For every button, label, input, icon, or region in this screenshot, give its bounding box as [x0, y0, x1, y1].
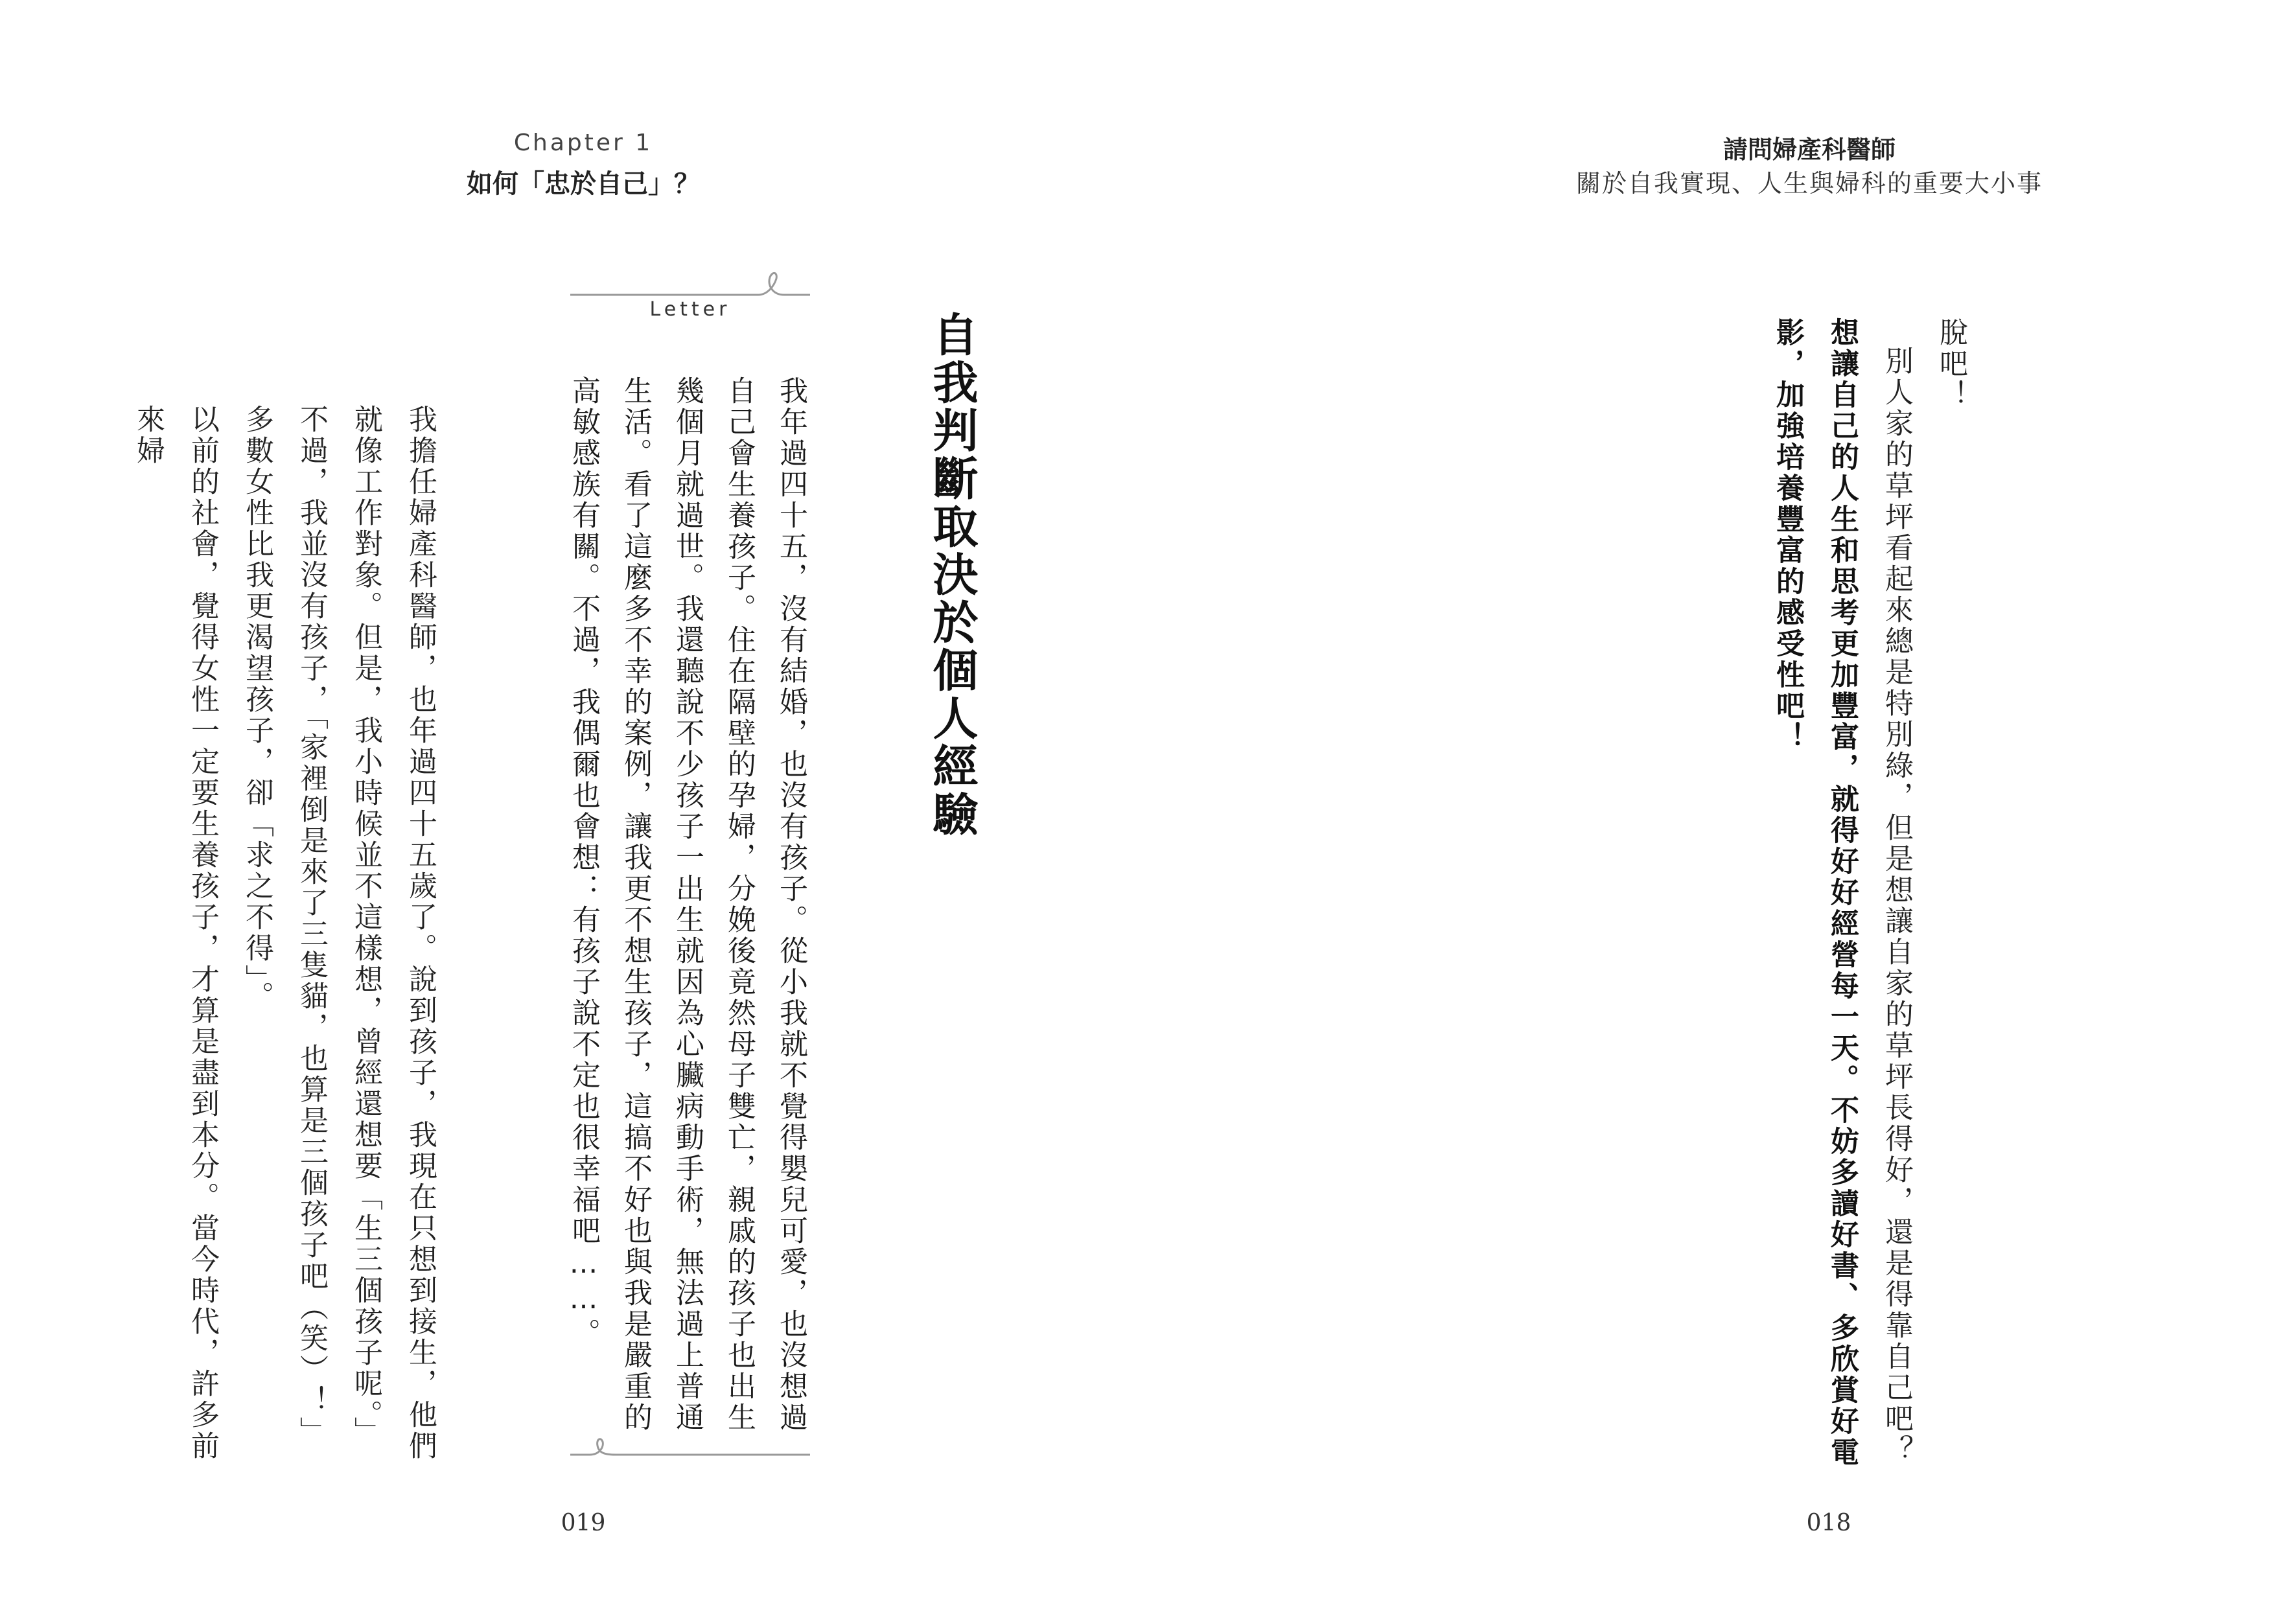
- right-page: [1148, 0, 2296, 1607]
- body-bold-paragraph: 想讓自己的人生和思考更加豐富，就得好好經營每一天。不妨多讀好書、多欣賞好電影，加強培養豐富的感受性吧！: [1771, 318, 1859, 1468]
- body-paragraph: 我擔任婦產科醫師，也年過四十五歲了。說到孩子，我現在只想到接生，他們就像工作對象。但是，我小時候並不這樣想，曾經還想要「生三個孩子呢。」不過，我並沒有孩子，「家裡倒是來了三隻貓，也算是三個孩子吧（笑）！」多數女性比我更渴望孩子，卻「求之不得」。: [240, 404, 437, 1462]
- running-header-book-title: 請問婦產科醫師: [1722, 135, 1896, 164]
- page-number: 019: [561, 1510, 606, 1536]
- running-header-chapter: Chapter 1: [513, 130, 653, 156]
- letter-paragraph: 我年過四十五，沒有結婚，也沒有孩子。從小我就不覺得嬰兒可愛，也沒想過自己會生養孩子。住在隔壁的孕婦，分娩後竟然母子雙亡，親戚的孩子也出生幾個月就過世。我還聽說不少孩子一出生就因為心臟病動手術，無法過上普通生活。看了這麼多不幸的案例，讓我更不想生孩子，這搞不好也與我是嚴重的高敏感族有關。不過，我偶爾也會想：有孩子說不定也很幸福吧……。: [567, 376, 807, 1433]
- body-paragraph: 以前的社會，覺得女性一定要生養孩子，才算是盡到本分。當今時代，許多前來婦: [132, 404, 219, 1462]
- body-paragraph: 別人家的草坪看起來總是特別綠，但是想讓自家的草坪長得好，還是得靠自己吧？: [1880, 346, 1913, 1466]
- running-header-subtitle: 關於自我實現、人生與婦科的重要大小事: [1575, 169, 2043, 198]
- body-line: 脫吧！: [1934, 318, 1967, 411]
- running-header-title: 如何「忠於自己」？: [467, 169, 700, 199]
- page-number: 018: [1806, 1510, 1851, 1536]
- letter-bottom-flourish-icon: [570, 1435, 810, 1474]
- section-heading: 自我判斷取決於個人經驗: [925, 311, 979, 838]
- body-text: [132, 376, 447, 1471]
- letter-label: Letter: [649, 298, 731, 321]
- letter-text: [564, 376, 817, 1439]
- body-text: [1745, 318, 1978, 1471]
